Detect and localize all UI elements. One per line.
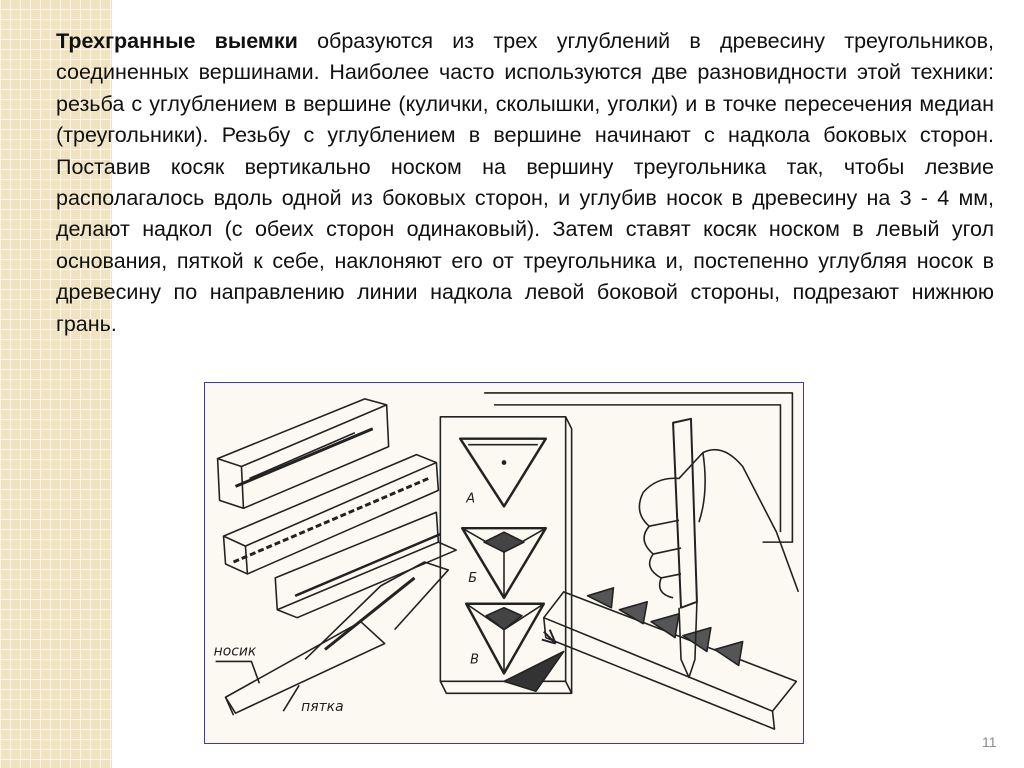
work-board bbox=[504, 588, 796, 729]
figure-label-a: А bbox=[466, 491, 476, 507]
hand-with-chisel bbox=[639, 419, 798, 678]
woodcarving-illustration bbox=[204, 382, 804, 744]
body-paragraph bbox=[56, 26, 994, 340]
triangle-b bbox=[462, 528, 546, 598]
chisel-bar-top bbox=[218, 399, 389, 508]
label-pyatka: пятка bbox=[301, 699, 344, 716]
bold-term: Трехгранные выемки bbox=[56, 29, 298, 53]
paragraph-text: образуются из трех углублений в древесину треугольников, соединенных вершинами. Наиболее часто используются две разновидности этой техники: резьба с углублением в вершине (кулички, сколышки, уголки) и в точке пересечения медиан (треугольники). Резьбу с углублением в вершине начинают с надкола боковых сторон. Поставив косяк вертикально носком на вершину треугольника так, чтобы лезвие располагалось вдоль одной из боковых сторон, и углубив носок в древесину на 3 - 4 мм, делают надкол (с обеих сторон одинаковый). Затем ставят косяк носком в левый угол основания, пяткой к себе, наклоняют его от треугольника и, постепенно углубляя носок в древесину по направлению линии надкола левой боковой стороны, подрезают нижнюю грань. bbox=[56, 29, 995, 336]
nosok-pointer bbox=[216, 661, 260, 683]
figure-label-v: В bbox=[470, 652, 480, 668]
label-nosok: носик bbox=[213, 643, 257, 660]
direction-arrow bbox=[542, 630, 556, 644]
page-number: 11 bbox=[982, 734, 997, 750]
carving-board bbox=[440, 417, 571, 693]
chisel-bar-lower bbox=[275, 512, 456, 617]
background-frame bbox=[484, 393, 792, 542]
figure-label-b: Б bbox=[468, 570, 478, 586]
